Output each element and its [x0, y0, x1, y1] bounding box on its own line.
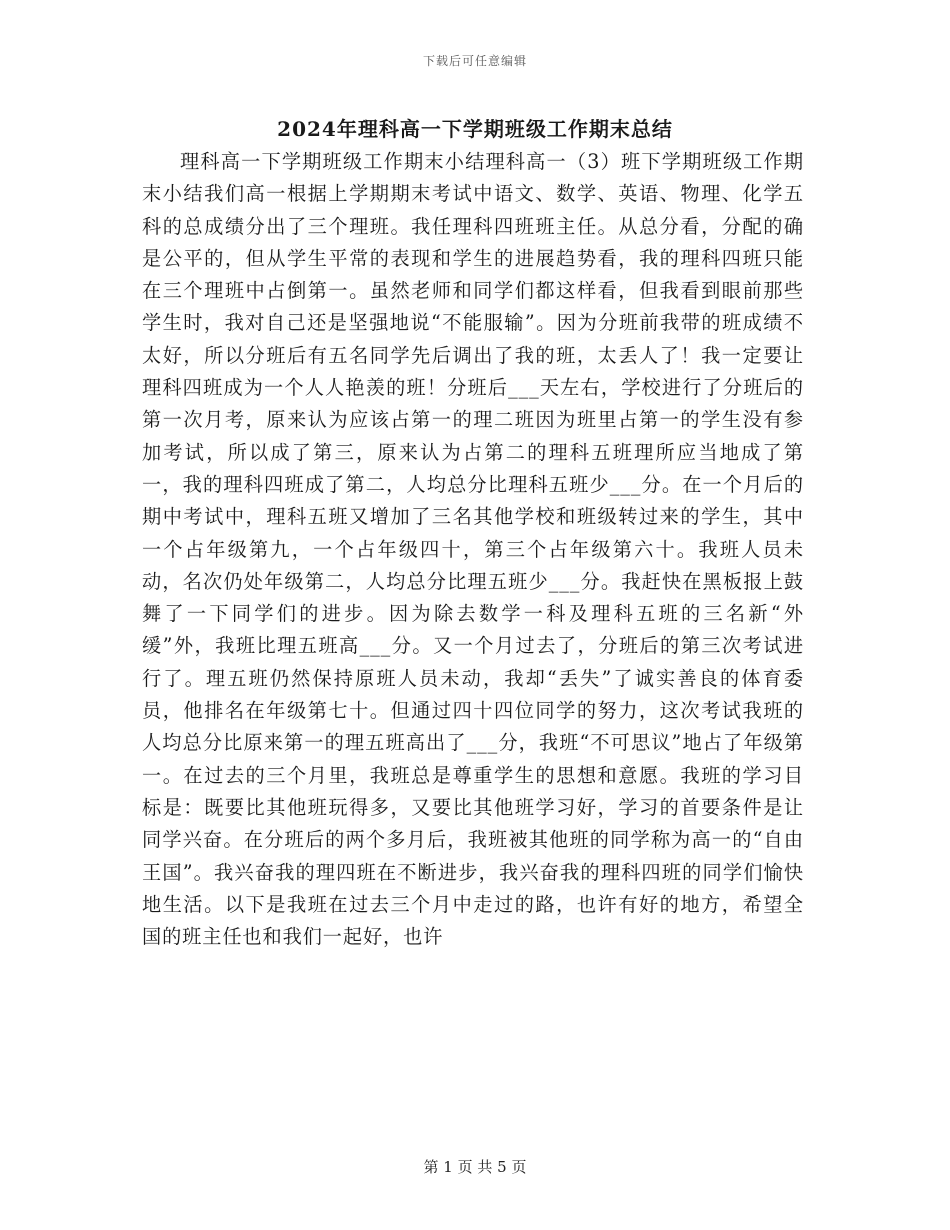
- document-body-paragraph: 理科高一下学期班级工作期末小结理科高一（3）班下学期班级工作期末小结我们高一根据上学期期末考试中语文、数学、英语、物理、化学五科的总成绩分出了三个理班。我任理科四班班主任。从总分看，分配的确是公平的，但从学生平常的表现和学生的进展趋势看，我的理科四班只能在三个理班中占倒第一。虽然老师和同学们都这样看，但我看到眼前那些学生时，我对自己还是坚强地说“不能服输”。因为分班前我带的班成绩不太好，所以分班后有五名同学先后调出了我的班，太丢人了！我一定要让理科四班成为一个人人艳羡的班！分班后___天左右，学校进行了分班后的第一次月考，原来认为应该占第一的理二班因为班里占第一的学生没有参加考试，所以成了第三，原来认为占第二的理科五班理所应当地成了第一，我的理科四班成了第二，人均总分比理科五班少___分。在一个月后的期中考试中，理科五班又增加了三名其他学校和班级转过来的学生，其中一个占年级第九，一个占年级四十，第三个占年级第六十。我班人员未动，名次仍处年级第二，人均总分比理五班少___分。我赶快在黑板报上鼓舞了一下同学们的进步。因为除去数学一科及理科五班的三名新“外缓”外，我班比理五班高___分。又一个月过去了，分班后的第三次考试进行了。理五班仍然保持原班人员未动，我却“丢失”了诚实善良的体育委员，他排名在年级第七十。但通过四十四位同学的努力，这次考试我班的人均总分比原来第一的理五班高出了___分，我班“不可思议”地占了年级第一。在过去的三个月里，我班总是尊重学生的思想和意愿。我班的学习目标是：既要比其他班玩得多，又要比其他班学习好，学习的首要条件是让同学兴奋。在分班后的两个多月后，我班被其他班的同学称为高一的“自由王国”。我兴奋我的理四班在不断进步，我兴奋我的理科四班的同学们愉快地生活。以下是我班在过去三个月中走过的路，也许有好的地方，希望全国的班主任也和我们一起好，也许: [142, 150, 804, 949]
- document-title: 2024年理科高一下学期班级工作期末总结: [277, 117, 673, 141]
- page-header-note: 下载后可任意编辑: [422, 54, 527, 68]
- page-number-footer: 第 1 页 共 5 页: [423, 1158, 527, 1176]
